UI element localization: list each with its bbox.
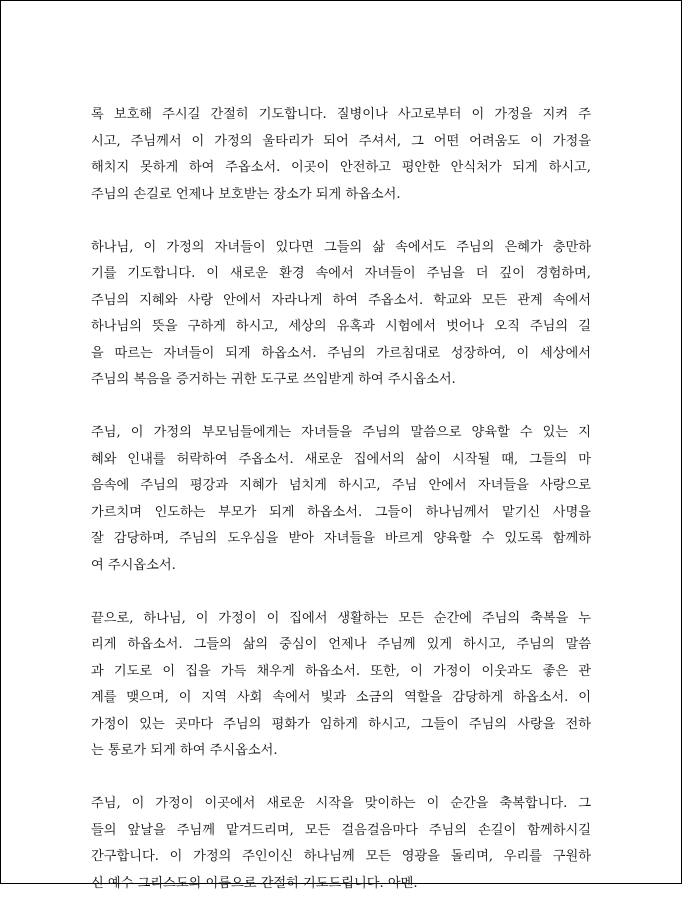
text-line: 시고, 주님께서 이 가정의 울타리가 되어 주셔서, 그 어떤 어려움도 이 가정을 <box>91 133 591 149</box>
text-line: 혜와 인내를 허락하여 주옵소서. 새로운 집에서의 삶이 시작될 때, 그들의 마 <box>91 451 591 467</box>
paragraph-children <box>91 235 591 394</box>
text-line: 리게 하옵소서. 그들의 삶의 중심이 언제나 주님께 있게 하시고, 주님의 말씀 <box>91 637 591 652</box>
text-line: 잘 감당하며, 주님의 도우심을 받아 자녀들을 바르게 양육할 수 있도록 함께하 <box>91 531 591 546</box>
text-line: 과 기도로 이 집을 가득 채우게 하옵소서. 또한, 이 가정이 이웃과도 좋은 관 <box>91 663 591 679</box>
text-line: 주님의 복음을 증거하는 귀한 도구로 쓰임받게 하여 주시옵소서. <box>91 372 456 387</box>
text-line: 가정이 있는 곳마다 주님의 평화가 임하게 하시고, 그들이 주님의 사랑을 전하 <box>91 716 591 732</box>
paragraph-parents <box>91 420 591 579</box>
paragraph-closing <box>91 791 591 897</box>
text-line: 여 주시옵소서. <box>91 557 176 573</box>
text-line: 간구합니다. 이 가정의 주인이신 하나님께 모든 영광을 돌리며, 우리를 구원하 <box>91 849 591 864</box>
text-line: 음속에 주님의 평강과 지혜가 넘치게 하시고, 주님 안에서 자녀들을 사랑으로 <box>91 478 591 493</box>
text-line: 을 따르는 자녀들이 되게 하옵소서. 주님의 가르침대로 성장하여, 이 세상에서 <box>91 345 591 361</box>
text-line: 주님, 이 가정의 부모님들에게는 자녀들을 주님의 말씀으로 양육할 수 있는 지 <box>91 425 591 440</box>
text-line: 주님, 이 가정이 이곳에서 새로운 시작을 맞이하는 이 순간을 축복합니다. 그 <box>91 796 591 811</box>
text-line: 끝으로, 하나님, 이 가정이 이 집에서 생활하는 모든 순간에 주님의 축복을 누 <box>91 610 591 626</box>
paragraph-protection <box>91 102 591 208</box>
text-line: 하나님의 뜻을 구하게 하시고, 세상의 유혹과 시험에서 벗어나 오직 주님의 길 <box>91 319 591 334</box>
text-line: 계를 맺으며, 이 지역 사회 속에서 빛과 소금의 역할을 감당하게 하옵소서. 이 <box>91 690 591 705</box>
text-line: 들의 앞날을 주님께 맡겨드리며, 모든 걸음걸음마다 주님의 손길이 함께하시길 <box>91 822 591 838</box>
text-line: 주님의 손길로 언제나 보호받는 장소가 되게 하옵소서. <box>91 186 401 202</box>
text-line: 신 예수 그리스도의 이름으로 간절히 기도드립니다. 아멘. <box>91 875 418 891</box>
prayer-text-body <box>91 102 591 924</box>
text-line: 기를 기도합니다. 이 새로운 환경 속에서 자녀들이 주님을 더 깊이 경험하며, <box>91 266 591 281</box>
text-line: 하나님, 이 가정의 자녀들이 있다면 그들의 삶 속에서도 주님의 은혜가 충만하 <box>91 239 591 255</box>
text-line: 해치지 못하게 하여 주옵소서. 이곳이 안전하고 평안한 안식처가 되게 하시고, <box>91 160 591 175</box>
text-line: 는 통로가 되게 하여 주시옵소서. <box>91 743 278 758</box>
paragraph-blessing <box>91 606 591 765</box>
text-line: 록 보호해 주시길 간절히 기도합니다. 질병이나 사고로부터 이 가정을 지켜 주 <box>91 107 591 122</box>
text-line: 가르치며 인도하는 부모가 되게 하옵소서. 그들이 하나님께서 맡기신 사명을 <box>91 504 591 520</box>
text-line: 주님의 지혜와 사랑 안에서 자라나게 하여 주옵소서. 학교와 모든 관계 속에서 <box>91 292 591 308</box>
